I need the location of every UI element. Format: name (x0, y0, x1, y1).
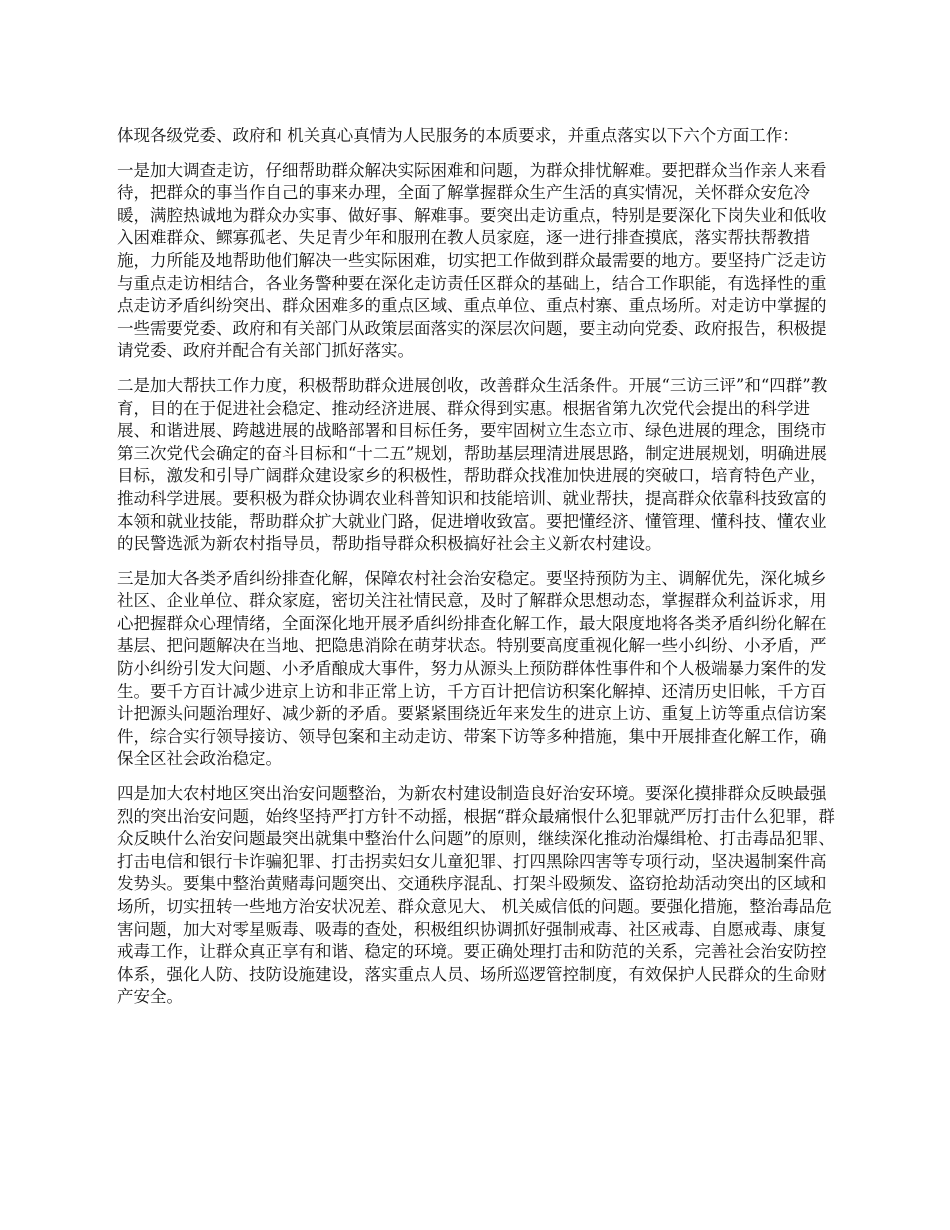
paragraph-point-4: 四是加大农村地区突出治安问题整治，为新农村建设制造良好治安环境。要深化摸排群众反映最强烈的突出治安问题，始终坚持严打方针不动摇，根据“群众最痛恨什么犯罪就严厉打击什么犯罪，群众反映什么治安问题最突出就集中整治什么问题”的原则，继续深化推动治爆缉枪、打击毒品犯罪、打击电信和银行卡诈骗犯罪、打击拐卖妇女儿童犯罪、打四黑除四害等专项行动，坚决遏制案件高发势头。要集中整治黄赌毒问题突出、交通秩序混乱、打架斗殴频发、盗窃抢劫活动突出的区域和场所，切实扭转一些地方治安状况差、群众意见大、 机关威信低的问题。要强化措施，整治毒品危害问题，加大对零星贩毒、吸毒的查处，积极组织协调抓好强制戒毒、社区戒毒、自愿戒毒、康复戒毒工作，让群众真正享有和谐、稳定的环境。要正确处理打击和防范的关系，完善社会治安防控体系，强化人防、技防设施建设，落实重点人员、场所巡逻管控制度，有效保护人民群众的生命财产安全。 (117, 784, 835, 1007)
paragraph-point-2: 二是加大帮扶工作力度，积极帮助群众进展创收，改善群众生活条件。开展“三访三评”和“四群”教育，目的在于促进社会稳定、推动经济进展、群众得到实惠。根据省第九次党代会提出的科学进展、和谐进展、跨越进展的战略部署和目标任务，要牢固树立生态立市、绿色进展的理念，围绕市第三次党代会确定的奋斗目标和“十二五”规划，帮助基层理清进展思路，制定进展规划，明确进展目标，激发和引导广阔群众建设家乡的积极性，帮助群众找准加快进展的突破口，培育特色产业，推动科学进展。要积极为群众协调农业科普知识和技能培训、就业帮扶，提高群众依靠科技致富的本领和就业技能，帮助群众扩大就业门路，促进增收致富。要把懂经济、懂管理、懂科技、懂农业的民警选派为新农村指导员，帮助指导群众积极搞好社会主义新农村建设。 (117, 375, 828, 554)
paragraph-point-1: 一是加大调查走访，仔细帮助群众解决实际困难和问题，为群众排忧解难。要把群众当作亲人来看待，把群众的事当作自己的事来办理，全面了解掌握群众生产生活的真实情况，关怀群众安危冷暖，满腔热诚地为群众办实事、做好事、解难事。要突出走访重点，特别是要深化下岗失业和低收入困难群众、鳏寡孤老、失足青少年和服刑在教人员家庭，逐一进行排查摸底，落实帮扶帮教措施，力所能及地帮助他们解决一些实际困难，切实把工作做到群众最需要的地方。要坚持广泛走访与重点走访相结合，各业务警种要在深化走访责任区群众的基础上，结合工作职能，有选择性的重点走访矛盾纠纷突出、群众困难多的重点区域、重点单位、重点村寨、重点场所。对走访中掌握的一些需要党委、政府和有关部门从政策层面落实的深层次问题，要主动向党委、政府报告，积极提请党委、政府并配合有关部门抓好落实。 (117, 160, 827, 361)
document-body (117, 125, 837, 1021)
paragraph-intro: 体现各级党委、政府和 机关真心真情为人民服务的本质要求，并重点落实以下六个方面工作： (117, 126, 799, 145)
paragraph-point-3: 三是加大各类矛盾纠纷排查化解，保障农村社会治安稳定。要坚持预防为主、调解优先，深化城乡社区、企业单位、群众家庭，密切关注社情民意，及时了解群众思想动态，掌握群众利益诉求，用心把握群众心理情绪，全面深化地开展矛盾纠纷排查化解工作，最大限度地将各类矛盾纠纷化解在基层、把问题解决在当地、把隐患消除在萌芽状态。特别要高度重视化解一些小纠纷、小矛盾，严防小纠纷引发大问题、小矛盾酿成大事件，努力从源头上预防群体性事件和个人极端暴力案件的发生。要千方百计减少进京上访和非正常上访，千方百计把信访积案化解掉、还清历史旧帐，千方百计把源头问题治理好、减少新的矛盾。要紧紧围绕近年来发生的进京上访、重复上访等重点信访案件，综合实行领导接访、领导包案和主动走访、带案下访等多种措施，集中开展排查化解工作，确保全区社会政治稳定。 (117, 568, 827, 769)
